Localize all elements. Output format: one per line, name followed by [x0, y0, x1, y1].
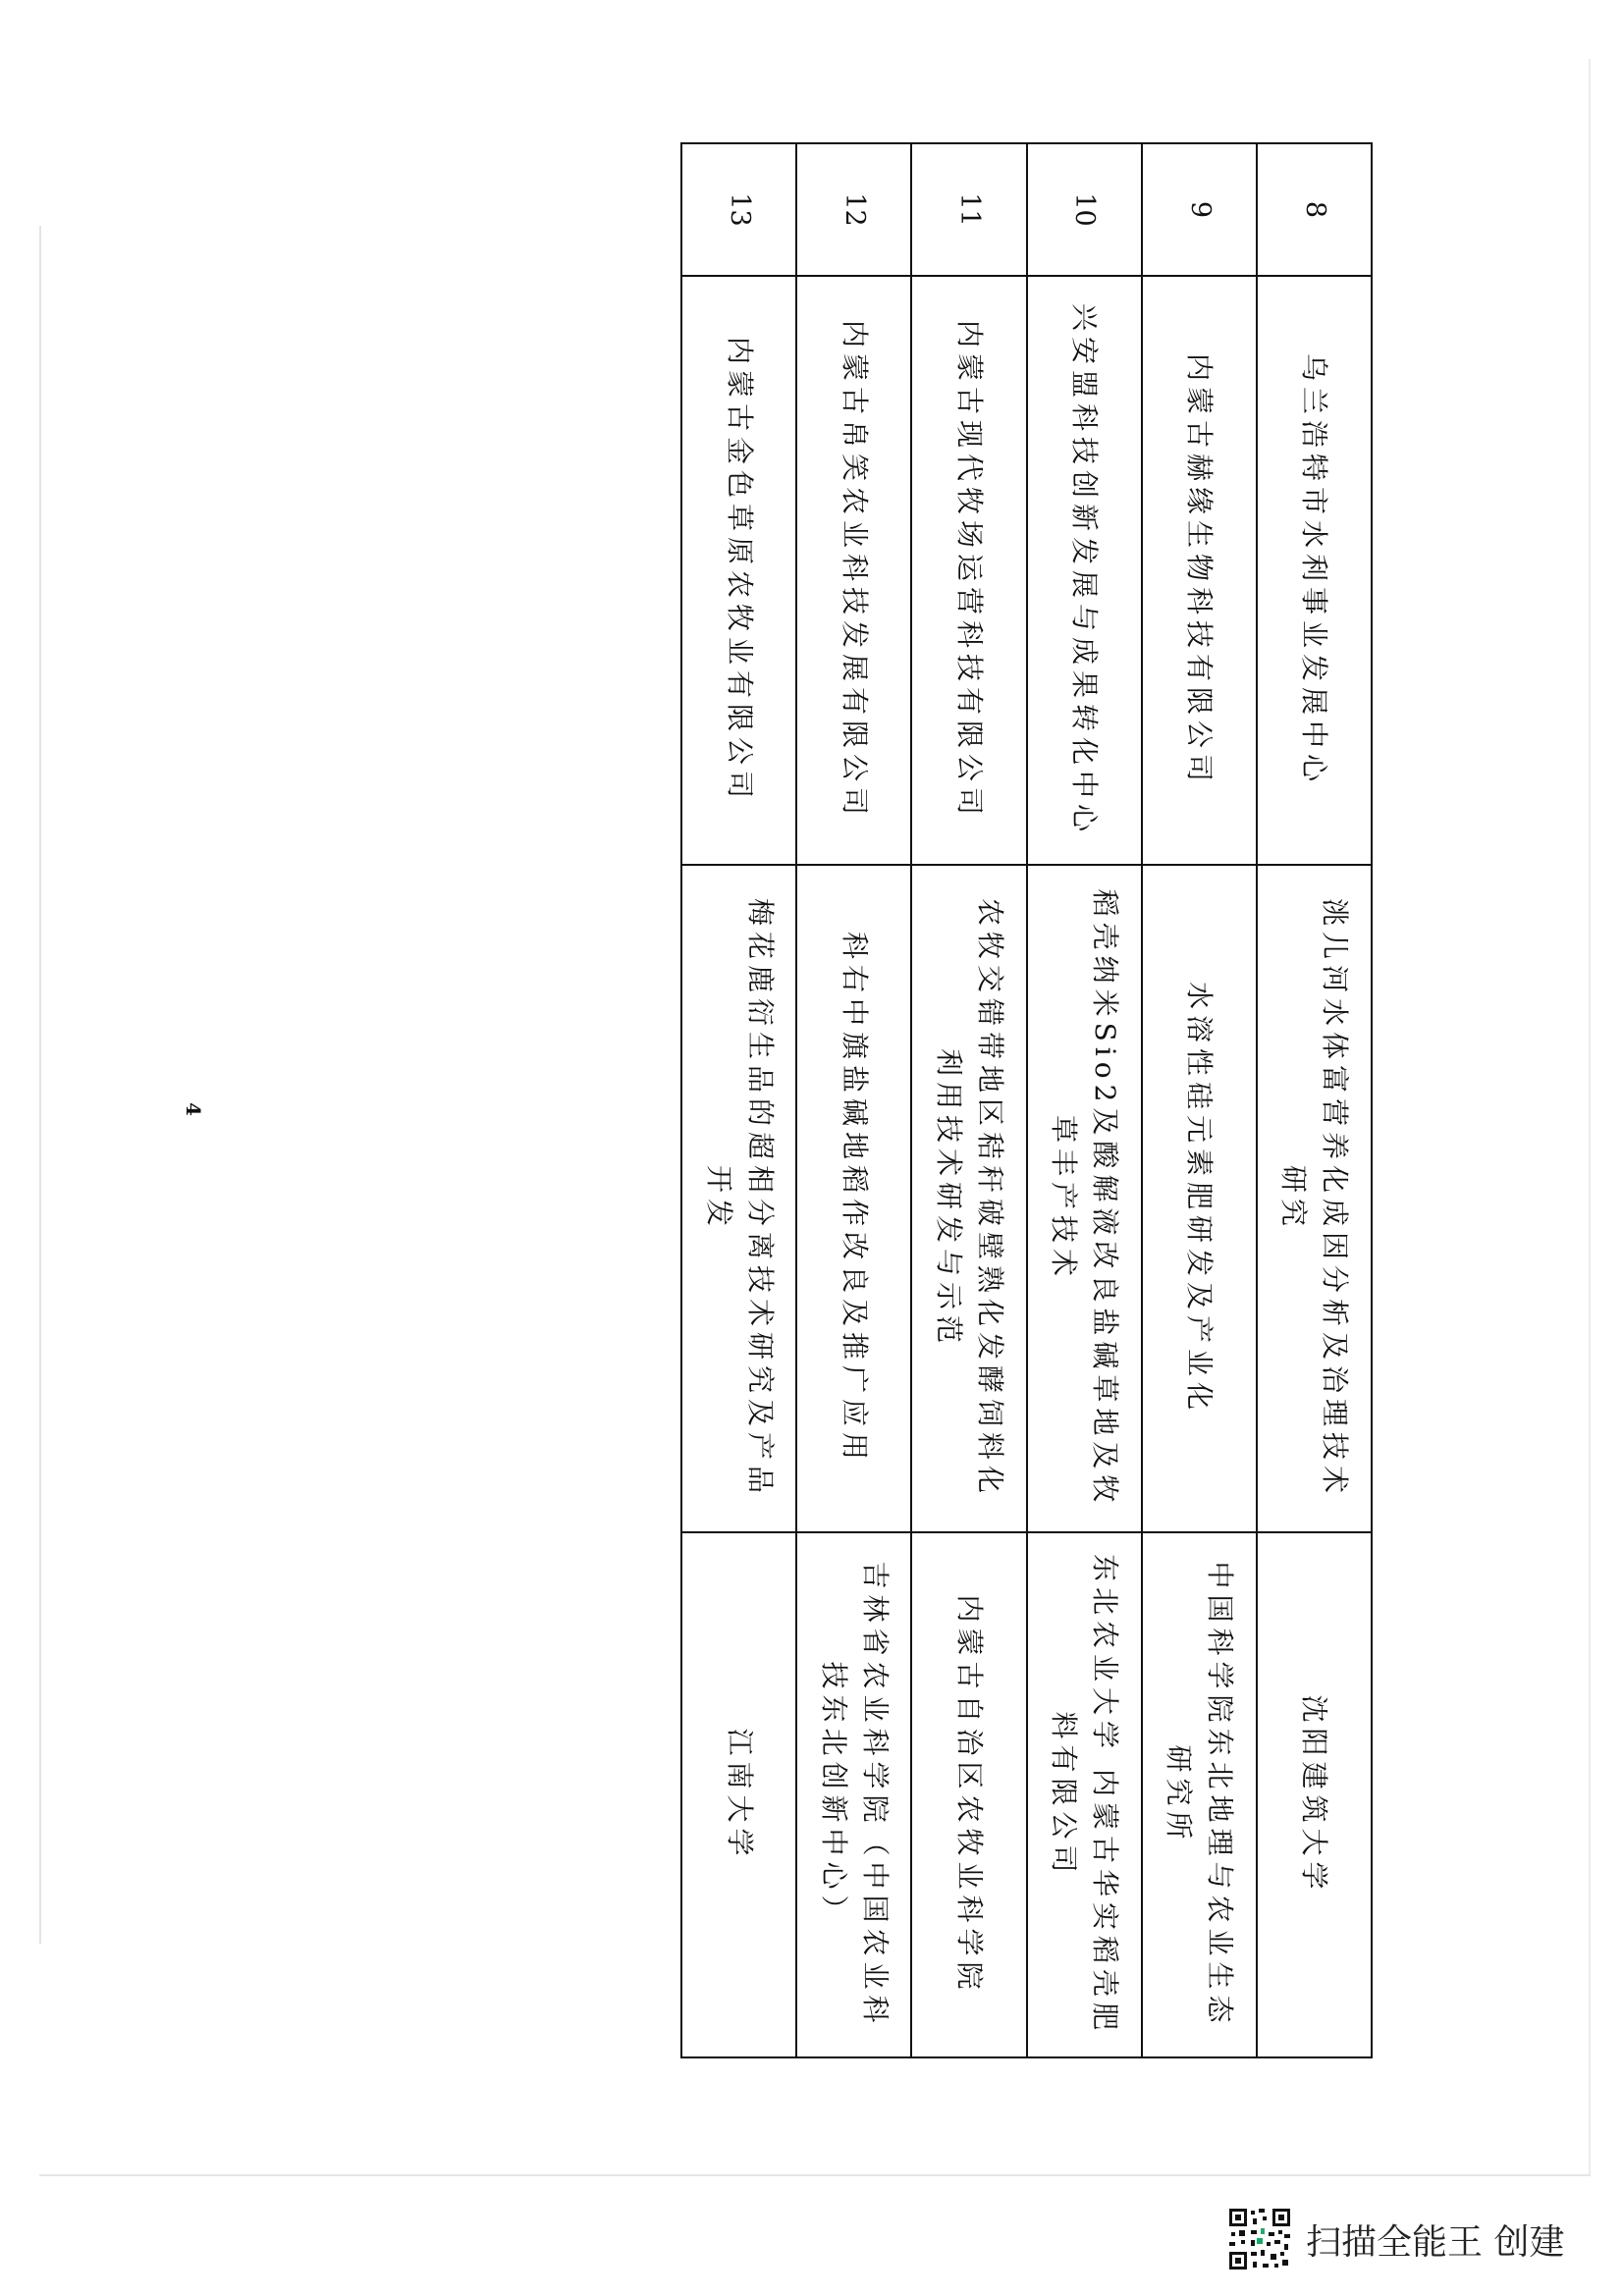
table-row — [796, 143, 911, 2057]
project-name: 稻壳纳米Sio2及酸解液改良盐碱草地及牧草丰产技术 — [1027, 865, 1142, 1532]
table-row — [1257, 143, 1372, 2057]
row-number: 13 — [681, 143, 796, 276]
row-number: 12 — [796, 143, 911, 276]
partner-unit: 内蒙古自治区农牧业科学院 — [911, 1532, 1026, 2057]
project-name: 洮儿河水体富营养化成因分析及治理技术研究 — [1257, 865, 1372, 1532]
applicant-unit: 内蒙古金色草原农牧业有限公司 — [681, 276, 796, 865]
row-number: 11 — [911, 143, 1026, 276]
row-number: 9 — [1142, 143, 1257, 276]
qr-code-icon — [1227, 2207, 1292, 2271]
partner-unit: 沈阳建筑大学 — [1257, 1532, 1372, 2057]
applicant-unit: 兴安盟科技创新发展与成果转化中心 — [1027, 276, 1142, 865]
scanner-watermark — [1227, 2205, 1564, 2273]
scan-edge-right — [1589, 59, 1591, 2174]
rotated-table-container — [680, 142, 1373, 2056]
scan-edge-left — [39, 226, 41, 1944]
partner-unit: 东北农业大学 内蒙古华实稻壳肥料有限公司 — [1027, 1532, 1142, 2057]
page-number: 4 — [182, 1102, 205, 1116]
project-table — [680, 142, 1373, 2058]
partner-unit: 中国科学院东北地理与农业生态研究所 — [1142, 1532, 1257, 2057]
partner-unit: 吉林省农业科学院（中国农业科技东北创新中心） — [796, 1532, 911, 2057]
table-row — [1142, 143, 1257, 2057]
table-row — [681, 143, 796, 2057]
row-number: 8 — [1257, 143, 1372, 276]
applicant-unit: 内蒙古赫缘生物科技有限公司 — [1142, 276, 1257, 865]
row-number: 10 — [1027, 143, 1142, 276]
applicant-unit: 乌兰浩特市水利事业发展中心 — [1257, 276, 1372, 865]
applicant-unit: 内蒙古帛笑农业科技发展有限公司 — [796, 276, 911, 865]
partner-unit: 江南大学 — [681, 1532, 796, 2057]
project-name: 农牧交错带地区秸秆破壁熟化发酵饲料化利用技术研发与示范 — [911, 865, 1026, 1532]
project-name: 水溶性硅元素肥研发及产业化 — [1142, 865, 1257, 1532]
watermark-text: 扫描全能王 创建 — [1306, 2221, 1565, 2263]
project-name: 梅花鹿衍生品的超相分离技术研究及产品开发 — [681, 865, 796, 1532]
project-name: 科右中旗盐碱地稻作改良及推广应用 — [796, 865, 911, 1532]
table-row — [1027, 143, 1142, 2057]
applicant-unit: 内蒙古现代牧场运营科技有限公司 — [911, 276, 1026, 865]
scan-edge-bottom — [39, 2174, 1591, 2176]
table-row — [911, 143, 1026, 2057]
